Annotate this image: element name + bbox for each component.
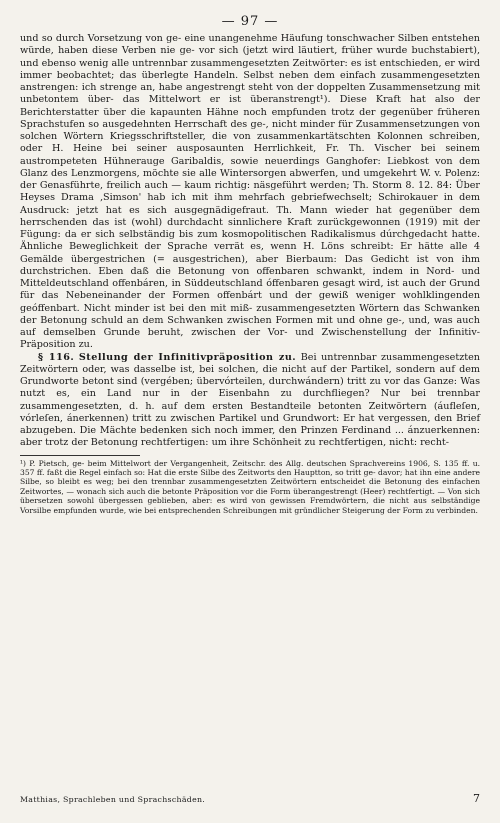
paragraph: und so durch Vorsetzung von ge- eine unangenehme Häufung tonschwacher Silben entstehen würde, haben diese Verben nie ge- vor sich (jetzt wird läutiert, früher wurde buchstabiert), und ebenso wenig alle untrennbar zusammengesetzten Zeitwörter: es ist entschieden, er wird immer beobachtet; das überlegte Handeln. Selbst neben dem einfach zusammengesetzten anstrengen: ich strenge an, habe angestrengt steht von der doppelten Zusammensetzung mit unbetontem über- das Mittelwort er ist überanstrengt¹). Diese Kraft hat also der Berichterstatter über die kapaunten Hähne noch empfunden trotz der gegenüber früheren Sprachstufen so ausgedehnten Herrschaft des ge-, nicht minder für Zusammensetzungen von solchen Wörtern Kriegsschriftsteller, die von zusammenkartätschten Kolonnen schreiben, oder H. Heine bei seiner ausposaunten Herrlichkeit, Fr. Th. Vischer bei seinem austrompeteten Hühnerauge Garibaldis, sowie neuerdings Ganghofer: Liebkost von dem Glanz des Lenzmorgens, möchte sie alle Wintersorgen abwerfen, und umgekehrt W. v. Polenz: der Genasführte, freilich auch — kaum richtig: näsgeführt werden; Th. Storm 8. 12. 84: Über Heyses Drama ‚Simson' hab ich mit ihm mehrfach gebriefwechselt; Schirokauer in dem Ausdruck: jetzt hat es sich ausgegnädigefraut. Th. Mann wieder hat gegenüber dem herrschenden das ist (wohl) durchdacht sinnlichere Kraft zurückgewonnen (1919) mit der Fügung: da er sich selbständig bis zum kosmopolitischen Radikalismus dúrchgedacht hatte. Ähnliche Beweglichkeit der Sprache verrät es, wenn H. Löns schreibt: Er hätte alle 4 Gemälde übergestrichen (= ausgestrichen), aber Bierbaum: Das Gedicht ist von ihm durchstrichen. Eben daß die Betonung von offenbaren schwankt, indem in Nord- und Mitteldeutschland offenbáren, in Süddeutschland óffenbaren gesagt wird, ist auch der Grund für das Nebeneinander der Formen offenbárt und der gewiß weniger wohlklingenden geóffenbart. Nicht minder ist bei den mit miß- zusammengesetzten Wörtern das Schwanken der Betonung schuld an dem Schwanken zwischen Formen mit und ohne ge-, und, was auch auf demselben Grunde beruht, zwischen der Vor- und Zwischenstellung der Infinitiv-Präposition zu. — [20, 33, 480, 351]
section-text: Bei untrennbar zusammengesetzten Zeitwörtern oder, was dasselbe ist, bei solchen, die nicht auf der Partikel, sondern auf dem Grundworte betont sind (vergében; übervórteilen, durchwándern) tritt zu vor das Ganze: Was nutzt es, ein Land nur in der Eisenbahn zu durchfliegen? Nur bei trennbar zusammengesetzten, d. h. auf dem ersten Bestandteile betonten Zeitwörtern (áufleſen, vórleſen, ánerkennen) tritt zu zwischen Partikel und Grundwort: Er hat vergessen, den Brief abzugeben. Die Mächte bedenken sich noch immer, den Prinzen Ferdinand ... ánzuerkennen: aber trotz der Betonung rechtfertigen: um ihre Schönheit zu rechtfertigen, nicht: recht- — [20, 351, 480, 449]
footer-signature: 7 — [473, 792, 480, 805]
section-paragraph — [20, 352, 480, 450]
main-text — [20, 33, 480, 450]
footnote-text: ¹) P. Pietsch, ge- beim Mittelwort der Vergangenheit, Zeitschr. des Allg. deutschen Sprachvereins 1906, S. 135 ff. u. 357 ff. faßt die Regel einfach so: Hat die erste Silbe des Zeitworts den Hauptton, so tritt ge- davor; hat ihn eine andere Silbe, so bleibt es weg; bei den trennbar zusammengesetzten Zeitwörtern entscheidet die Betonung des einfachen Zeitwortes, — wonach sich auch die betonte Präposition vor die Form überangestrengt (Heer) rechtfertigt. — Von sich übersetzen sowohl übergessen geblieben, aber: es wird von gewissen Fremdwörtern, die nicht aus selbständige Vorsilbe empfunden wurde, wie bei entsprechenden Schreibungen mit gründlicher Steigerung der Form zu verbinden. — [20, 458, 480, 515]
page-footer — [20, 792, 480, 805]
footnote — [20, 459, 480, 515]
page-number: — 97 — — [221, 14, 279, 29]
section-number: § 116. — [38, 351, 75, 363]
footer-book-title: Matthias, Sprachleben und Sprachschäden. — [20, 795, 206, 804]
section-title: Stellung der Infinitivpräposition zu. — [78, 351, 297, 363]
footnote-divider — [20, 455, 140, 456]
